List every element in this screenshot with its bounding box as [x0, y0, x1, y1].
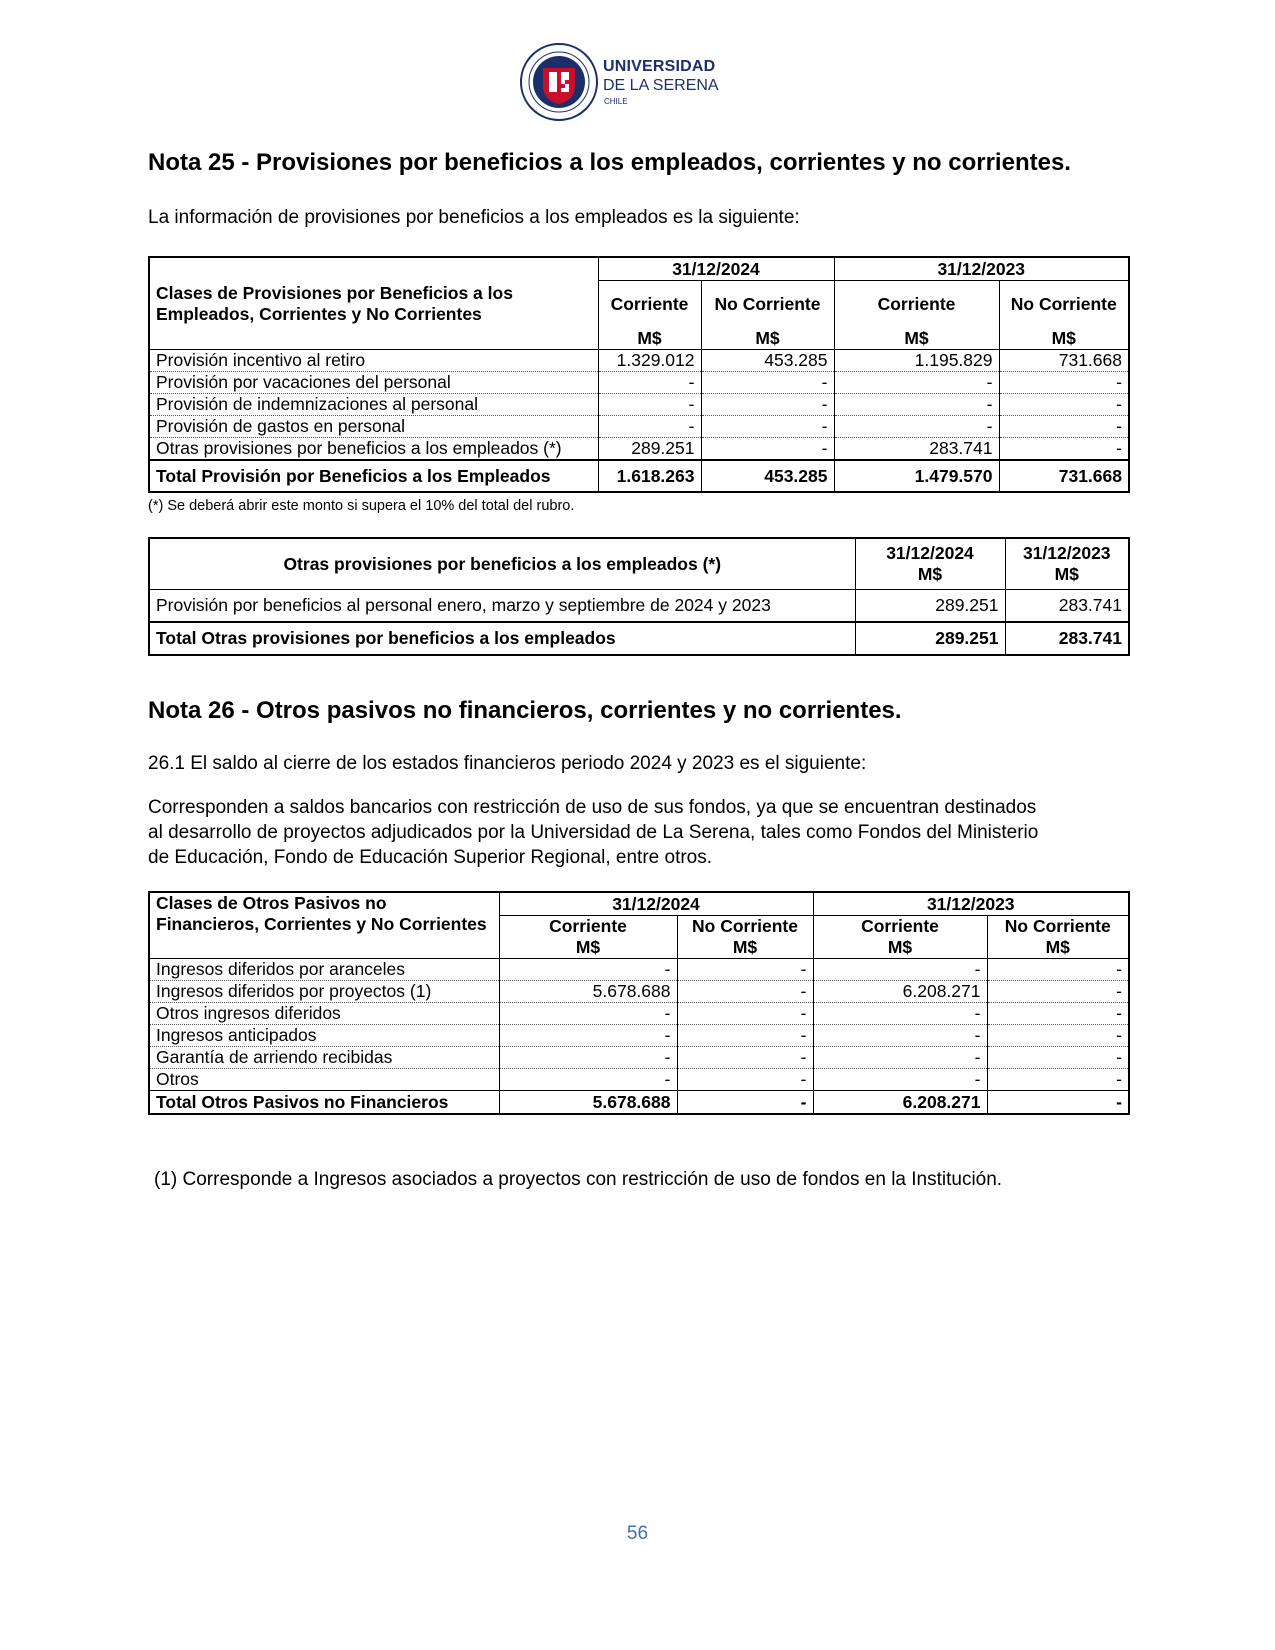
table-row	[149, 394, 1129, 416]
cell-value: -	[701, 416, 834, 438]
cell-value: -	[813, 1047, 987, 1069]
other-provisions-period-2024	[855, 538, 1005, 590]
col-corriente-2023: Corriente	[834, 281, 999, 328]
liabilities-period-2023: 31/12/2023	[813, 892, 1129, 916]
provisions-class-header: Clases de Provisiones por Beneficios a los Empleados, Corrientes y No Corrientes	[149, 257, 598, 350]
total-value: -	[677, 1091, 813, 1115]
cell-value: -	[999, 372, 1129, 394]
row-label: Ingresos diferidos por proyectos (1)	[149, 981, 499, 1003]
nota26-subtitle: 26.1 El saldo al cierre de los estados financieros periodo 2024 y 2023 es el siguiente:	[148, 753, 867, 774]
cell-value: -	[677, 1025, 813, 1047]
cell-value: -	[701, 438, 834, 461]
other-provisions-table	[148, 537, 1130, 656]
cell-value: 289.251	[598, 438, 701, 461]
nota26-title: Nota 26 - Otros pasivos no financieros, corrientes y no corrientes.	[148, 697, 902, 724]
cell-value: -	[701, 372, 834, 394]
cell-value: -	[987, 1047, 1129, 1069]
cell-value: -	[813, 1003, 987, 1025]
col-no-corriente-2024: No Corriente	[701, 281, 834, 328]
cell-value: -	[598, 394, 701, 416]
table-row	[149, 372, 1129, 394]
other-liabilities-table	[148, 891, 1130, 1115]
table-row	[149, 438, 1129, 461]
cell-value: -	[813, 1025, 987, 1047]
unit-label: M$	[999, 327, 1129, 350]
col-no-corriente-2023: No Corriente	[999, 281, 1129, 328]
cell-value: -	[499, 959, 677, 981]
cell-value: -	[598, 416, 701, 438]
table-row	[149, 1069, 1129, 1091]
cell-value: -	[499, 1047, 677, 1069]
nota25-footnote: (*) Se deberá abrir este monto si supera el 10% del total del rubro.	[148, 498, 575, 514]
unit-label: M$	[701, 327, 834, 350]
cell-value: -	[987, 1025, 1129, 1047]
cell-value: -	[677, 959, 813, 981]
table-row	[149, 1047, 1129, 1069]
total-value: 1.618.263	[598, 460, 701, 492]
cell-value: 5.678.688	[499, 981, 677, 1003]
row-label: Provisión de indemnizaciones al personal	[149, 394, 598, 416]
cell-value: -	[834, 416, 999, 438]
liabilities-period-2024: 31/12/2024	[499, 892, 813, 916]
other-provisions-header: Otras provisiones por beneficios a los empleados (*)	[149, 538, 855, 590]
total-row	[149, 622, 1129, 655]
cell-value: -	[987, 1003, 1129, 1025]
cell-value: -	[677, 1069, 813, 1091]
provisions-period-2024: 31/12/2024	[598, 257, 834, 281]
other-provisions-period-2023	[1005, 538, 1129, 590]
col-no-corriente-2023: No Corriente	[987, 916, 1129, 938]
period-label: 31/12/2023	[1022, 543, 1111, 563]
cell-value: -	[987, 981, 1129, 1003]
total-value: 283.741	[1005, 622, 1129, 655]
nota25-title: Nota 25 - Provisiones por beneficios a los empleados, corrientes y no corrientes.	[148, 149, 1071, 176]
total-row	[149, 460, 1129, 492]
cell-value: -	[987, 1069, 1129, 1091]
cell-value: -	[999, 416, 1129, 438]
cell-value: 453.285	[701, 350, 834, 372]
total-value: 731.668	[999, 460, 1129, 492]
total-row	[149, 1091, 1129, 1115]
col-corriente-2024: Corriente	[499, 916, 677, 938]
total-value: 453.285	[701, 460, 834, 492]
total-value: -	[987, 1091, 1129, 1115]
cell-value: 283.741	[834, 438, 999, 461]
cell-value: 6.208.271	[813, 981, 987, 1003]
row-label: Garantía de arriendo recibidas	[149, 1047, 499, 1069]
table-row	[149, 959, 1129, 981]
cell-value: 1.329.012	[598, 350, 701, 372]
total-label: Total Otras provisiones por beneficios a los empleados	[149, 622, 855, 655]
table-row	[149, 981, 1129, 1003]
cell-value: -	[677, 981, 813, 1003]
cell-value: -	[813, 959, 987, 981]
unit-label: M$	[813, 937, 987, 959]
logo-name-line2: DE LA SERENA	[603, 77, 719, 94]
cell-value: -	[598, 372, 701, 394]
row-label: Provisión incentivo al retiro	[149, 350, 598, 372]
provisions-period-2023: 31/12/2023	[834, 257, 1129, 281]
cell-value: -	[987, 959, 1129, 981]
cell-value: -	[834, 394, 999, 416]
total-value: 1.479.570	[834, 460, 999, 492]
cell-value: 731.668	[999, 350, 1129, 372]
period-label: 31/12/2024	[886, 543, 974, 563]
nota26-note: (1) Corresponde a Ingresos asociados a proyectos con restricción de uso de fondos en la Institución.	[154, 1169, 1003, 1190]
page-number: 56	[626, 1523, 649, 1544]
nota26-paragraph-line: al desarrollo de proyectos adjudicados por la Universidad de La Serena, tales como Fondos del Ministerio	[148, 822, 1039, 843]
unit-label: M$	[499, 937, 677, 959]
row-label: Ingresos anticipados	[149, 1025, 499, 1047]
unit-label: M$	[834, 327, 999, 350]
unit-label: M$	[987, 937, 1129, 959]
university-seal-icon	[519, 42, 599, 122]
logo-name-line3: CHILE	[604, 97, 628, 106]
cell-value: -	[999, 438, 1129, 461]
cell-value: -	[499, 1003, 677, 1025]
cell-value: -	[834, 372, 999, 394]
cell-value: -	[813, 1069, 987, 1091]
total-value: 289.251	[855, 622, 1005, 655]
unit-label: M$	[1054, 564, 1079, 584]
cell-value: -	[701, 394, 834, 416]
col-no-corriente-2024: No Corriente	[677, 916, 813, 938]
row-label: Otros	[149, 1069, 499, 1091]
cell-value: -	[999, 394, 1129, 416]
university-logo	[519, 42, 719, 122]
cell-value: 283.741	[1005, 590, 1129, 623]
table-row	[149, 350, 1129, 372]
row-label: Provisión por vacaciones del personal	[149, 372, 598, 394]
cell-value: -	[677, 1047, 813, 1069]
cell-value: 289.251	[855, 590, 1005, 623]
cell-value: -	[499, 1025, 677, 1047]
row-label: Provisión de gastos en personal	[149, 416, 598, 438]
liabilities-class-header: Clases de Otros Pasivos no Financieros, Corrientes y No Corrientes	[149, 892, 499, 959]
total-value: 5.678.688	[499, 1091, 677, 1115]
row-label: Otras provisiones por beneficios a los empleados (*)	[149, 438, 598, 461]
unit-label: M$	[917, 564, 943, 584]
cell-value: -	[677, 1003, 813, 1025]
table-row	[149, 1025, 1129, 1047]
row-label: Provisión por beneficios al personal enero, marzo y septiembre de 2024 y 2023	[149, 590, 855, 623]
total-label: Total Otros Pasivos no Financieros	[149, 1091, 499, 1115]
unit-label: M$	[677, 937, 813, 959]
table-row	[149, 590, 1129, 623]
cell-value: -	[499, 1069, 677, 1091]
col-corriente-2023: Corriente	[813, 916, 987, 938]
unit-label: M$	[598, 327, 701, 350]
total-value: 6.208.271	[813, 1091, 987, 1115]
row-label: Ingresos diferidos por aranceles	[149, 959, 499, 981]
cell-value: 1.195.829	[834, 350, 999, 372]
table-row	[149, 416, 1129, 438]
col-corriente-2024: Corriente	[598, 281, 701, 328]
provisions-table	[148, 256, 1130, 493]
table-row	[149, 1003, 1129, 1025]
total-label: Total Provisión por Beneficios a los Empleados	[149, 460, 598, 492]
logo-name-line1: UNIVERSIDAD	[603, 58, 716, 75]
row-label: Otros ingresos diferidos	[149, 1003, 499, 1025]
nota26-paragraph-line: Corresponden a saldos bancarios con restricción de uso de sus fondos, ya que se encuentran destinados	[148, 797, 1037, 818]
nota26-paragraph-line: de Educación, Fondo de Educación Superior Regional, entre otros.	[148, 847, 713, 868]
nota25-intro: La información de provisiones por beneficios a los empleados es la siguiente:	[148, 207, 800, 228]
